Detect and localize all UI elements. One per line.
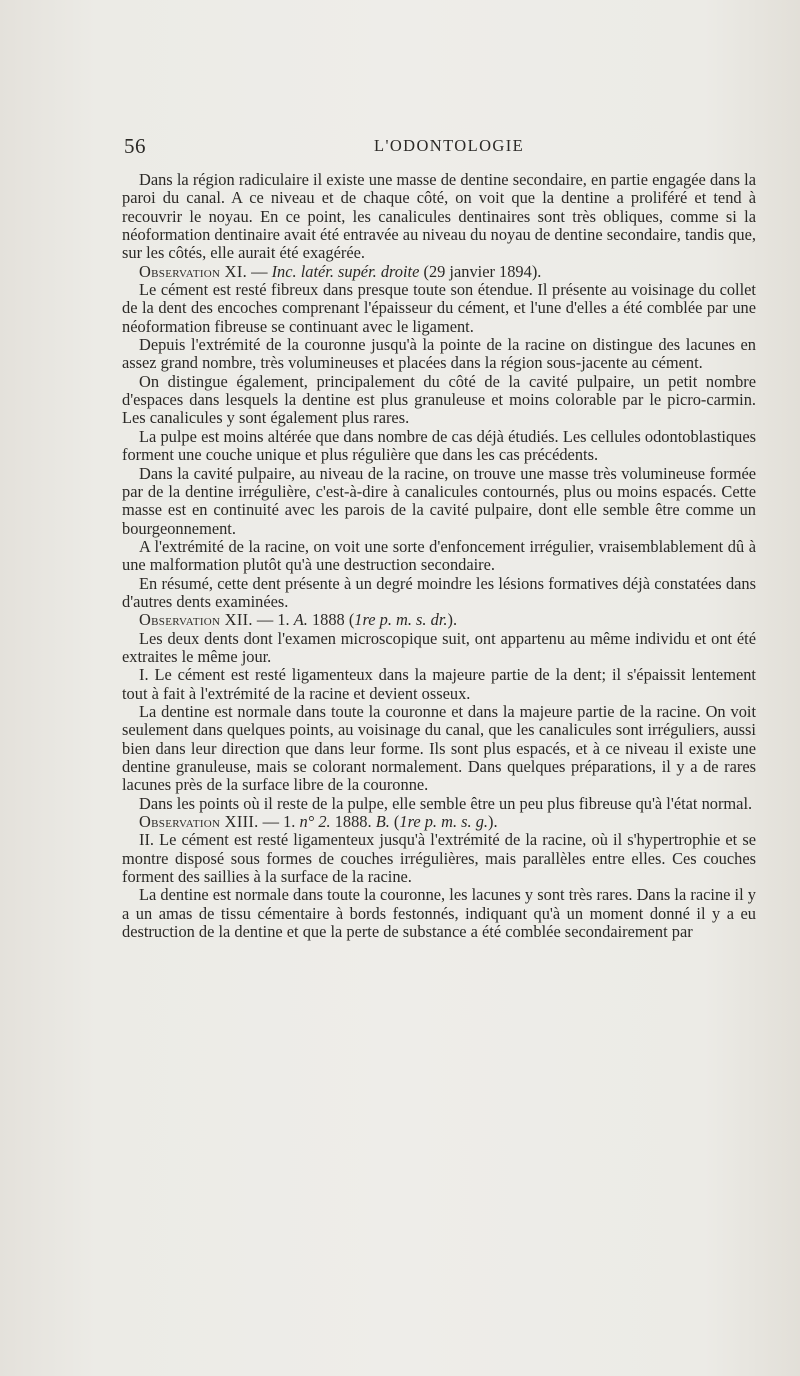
tooth-designation: 1re p. m. s. g.	[399, 812, 489, 832]
open-paren: (	[389, 812, 400, 832]
paragraph: En résumé, cette dent présente à un degré moindre les lésions formatives déjà constatées dans d'autres dents examinées.	[122, 573, 756, 611]
observation-label: Observation XI.	[139, 261, 247, 281]
specimen-letter: B.	[375, 812, 390, 832]
paragraph: Le cément est resté fibreux dans presque toute son étendue. Il présente au voisinage du collet de la dent des encoches comprenant l'épaisseur du cément, et l'une d'elles a été comblée par une néoformation fibreuse se continuant avec le ligament.	[122, 280, 756, 336]
paragraph: On distingue également, principalement du côté de la cavité pulpaire, un petit nombre d'espaces dans lesquels la dentine est plus granuleuse et moins colorable par le picro-carmin. Les canalicules y sont également plus rares.	[122, 371, 756, 428]
closing-paren: ).	[488, 812, 498, 832]
observation-date: (29 janvier 1894).	[419, 261, 542, 281]
specimen-letter: A.	[293, 610, 308, 630]
observation-label: Observation XII.	[139, 610, 253, 630]
paragraph: La dentine est normale dans toute la couronne, les lacunes y sont très rares. Dans la racine il y a un amas de tissu cémentaire à bords festonnés, indiquant qu'à un moment donné il y a eu destruction de la dentine et que la perte de substance a été comblée secondairement par	[122, 885, 756, 942]
paragraph: Dans la région radiculaire il existe une masse de dentine secondaire, en partie engagée dans la paroi du canal. A ce niveau et de chaque côté, on voit que la dentine a proliféré et tend à recouvrir le noyau. En ce point, les canalicules dentinaires sont très obliques, comme si la néoformation dentinaire avait été entravée au niveau du noyau de dentine secondaire, tandis que, sur les côtés, elle aurait été exagérée.	[122, 170, 756, 263]
observation-number: 1.	[277, 610, 294, 630]
tooth-designation: 1re p. m. s. dr.	[354, 610, 448, 630]
paragraph: Depuis l'extrémité de la couronne jusqu'à la pointe de la racine on distingue des lacunes en assez grand nombre, très volumineuses et placées dans la région sous-jacente au cément.	[122, 335, 756, 373]
tooth-designation: Inc. latér. supér. droite	[271, 261, 420, 281]
body-text	[122, 171, 756, 941]
paragraph: II. Le cément est resté ligamenteux jusqu'à l'extrémité de la racine, où il s'hypertrophie et se montre disposé sous formes de couches irrégulières, mais parallèles entre elles. Ces couches forment des saillies à la surface de la racine.	[122, 830, 756, 887]
paragraph: Dans les points où il reste de la pulpe, elle semble être un peu plus fibreuse qu'à l'état normal.	[139, 793, 753, 813]
observation-number: 1.	[283, 812, 300, 832]
observation-heading	[122, 263, 756, 281]
specimen-number: n° 2.	[299, 812, 331, 832]
observation-year: 1888.	[330, 812, 376, 832]
separator: —	[246, 261, 272, 281]
page-number: 56	[124, 134, 146, 158]
observation-year: 1888 (	[307, 610, 355, 630]
observation-label: Observation XIII.	[139, 812, 259, 832]
page-header	[124, 134, 756, 160]
paragraph: La dentine est normale dans toute la couronne et dans la majeure partie de la racine. On voit seulement dans quelques points, au voisinage du canal, que les canalicules sont irréguliers, aussi bien dans leur direction que dans leur forme. Ils sont plus espacés, et à ce niveau il existe une dentine granuleuse, mais se colorant normalement. Dans quelques préparations, il y a de rares lacunes près de la surface libre de la couronne.	[122, 701, 756, 795]
observation-heading	[122, 611, 756, 629]
paragraph: La pulpe est moins altérée que dans nombre de cas déjà étudiés. Les cellules odontoblastiques forment une couche unique et plus régulière que dans les cas précédents.	[122, 426, 756, 465]
separator: —	[252, 610, 278, 630]
paragraph: Les deux dents dont l'examen microscopique suit, ont appartenu au même individu et ont été extraites le même jour.	[122, 628, 756, 666]
closing-paren: ).	[447, 610, 458, 630]
running-title: L'ODONTOLOGIE	[374, 136, 525, 155]
paragraph: I. Le cément est resté ligamenteux dans la majeure partie de la dent; il s'épaissit lentement tout à fait à l'extrémité de la racine et devient osseux.	[122, 665, 756, 703]
separator: —	[258, 812, 284, 832]
paragraph: A l'extrémité de la racine, on voit une sorte d'enfoncement irrégulier, vraisemblablement dû à une malformation plutôt qu'à une destruction secondaire.	[122, 536, 756, 575]
observation-heading	[122, 813, 756, 831]
paragraph: Dans la cavité pulpaire, au niveau de la racine, on trouve une masse très volumineuse formée par de la dentine irrégulière, c'est-à-dire à canalicules contournés, plus ou moins espacés. Cette masse est en continuité avec les parois de la cavité pulpaire, dont elle semble être comme un bourgeonnement.	[122, 463, 756, 538]
